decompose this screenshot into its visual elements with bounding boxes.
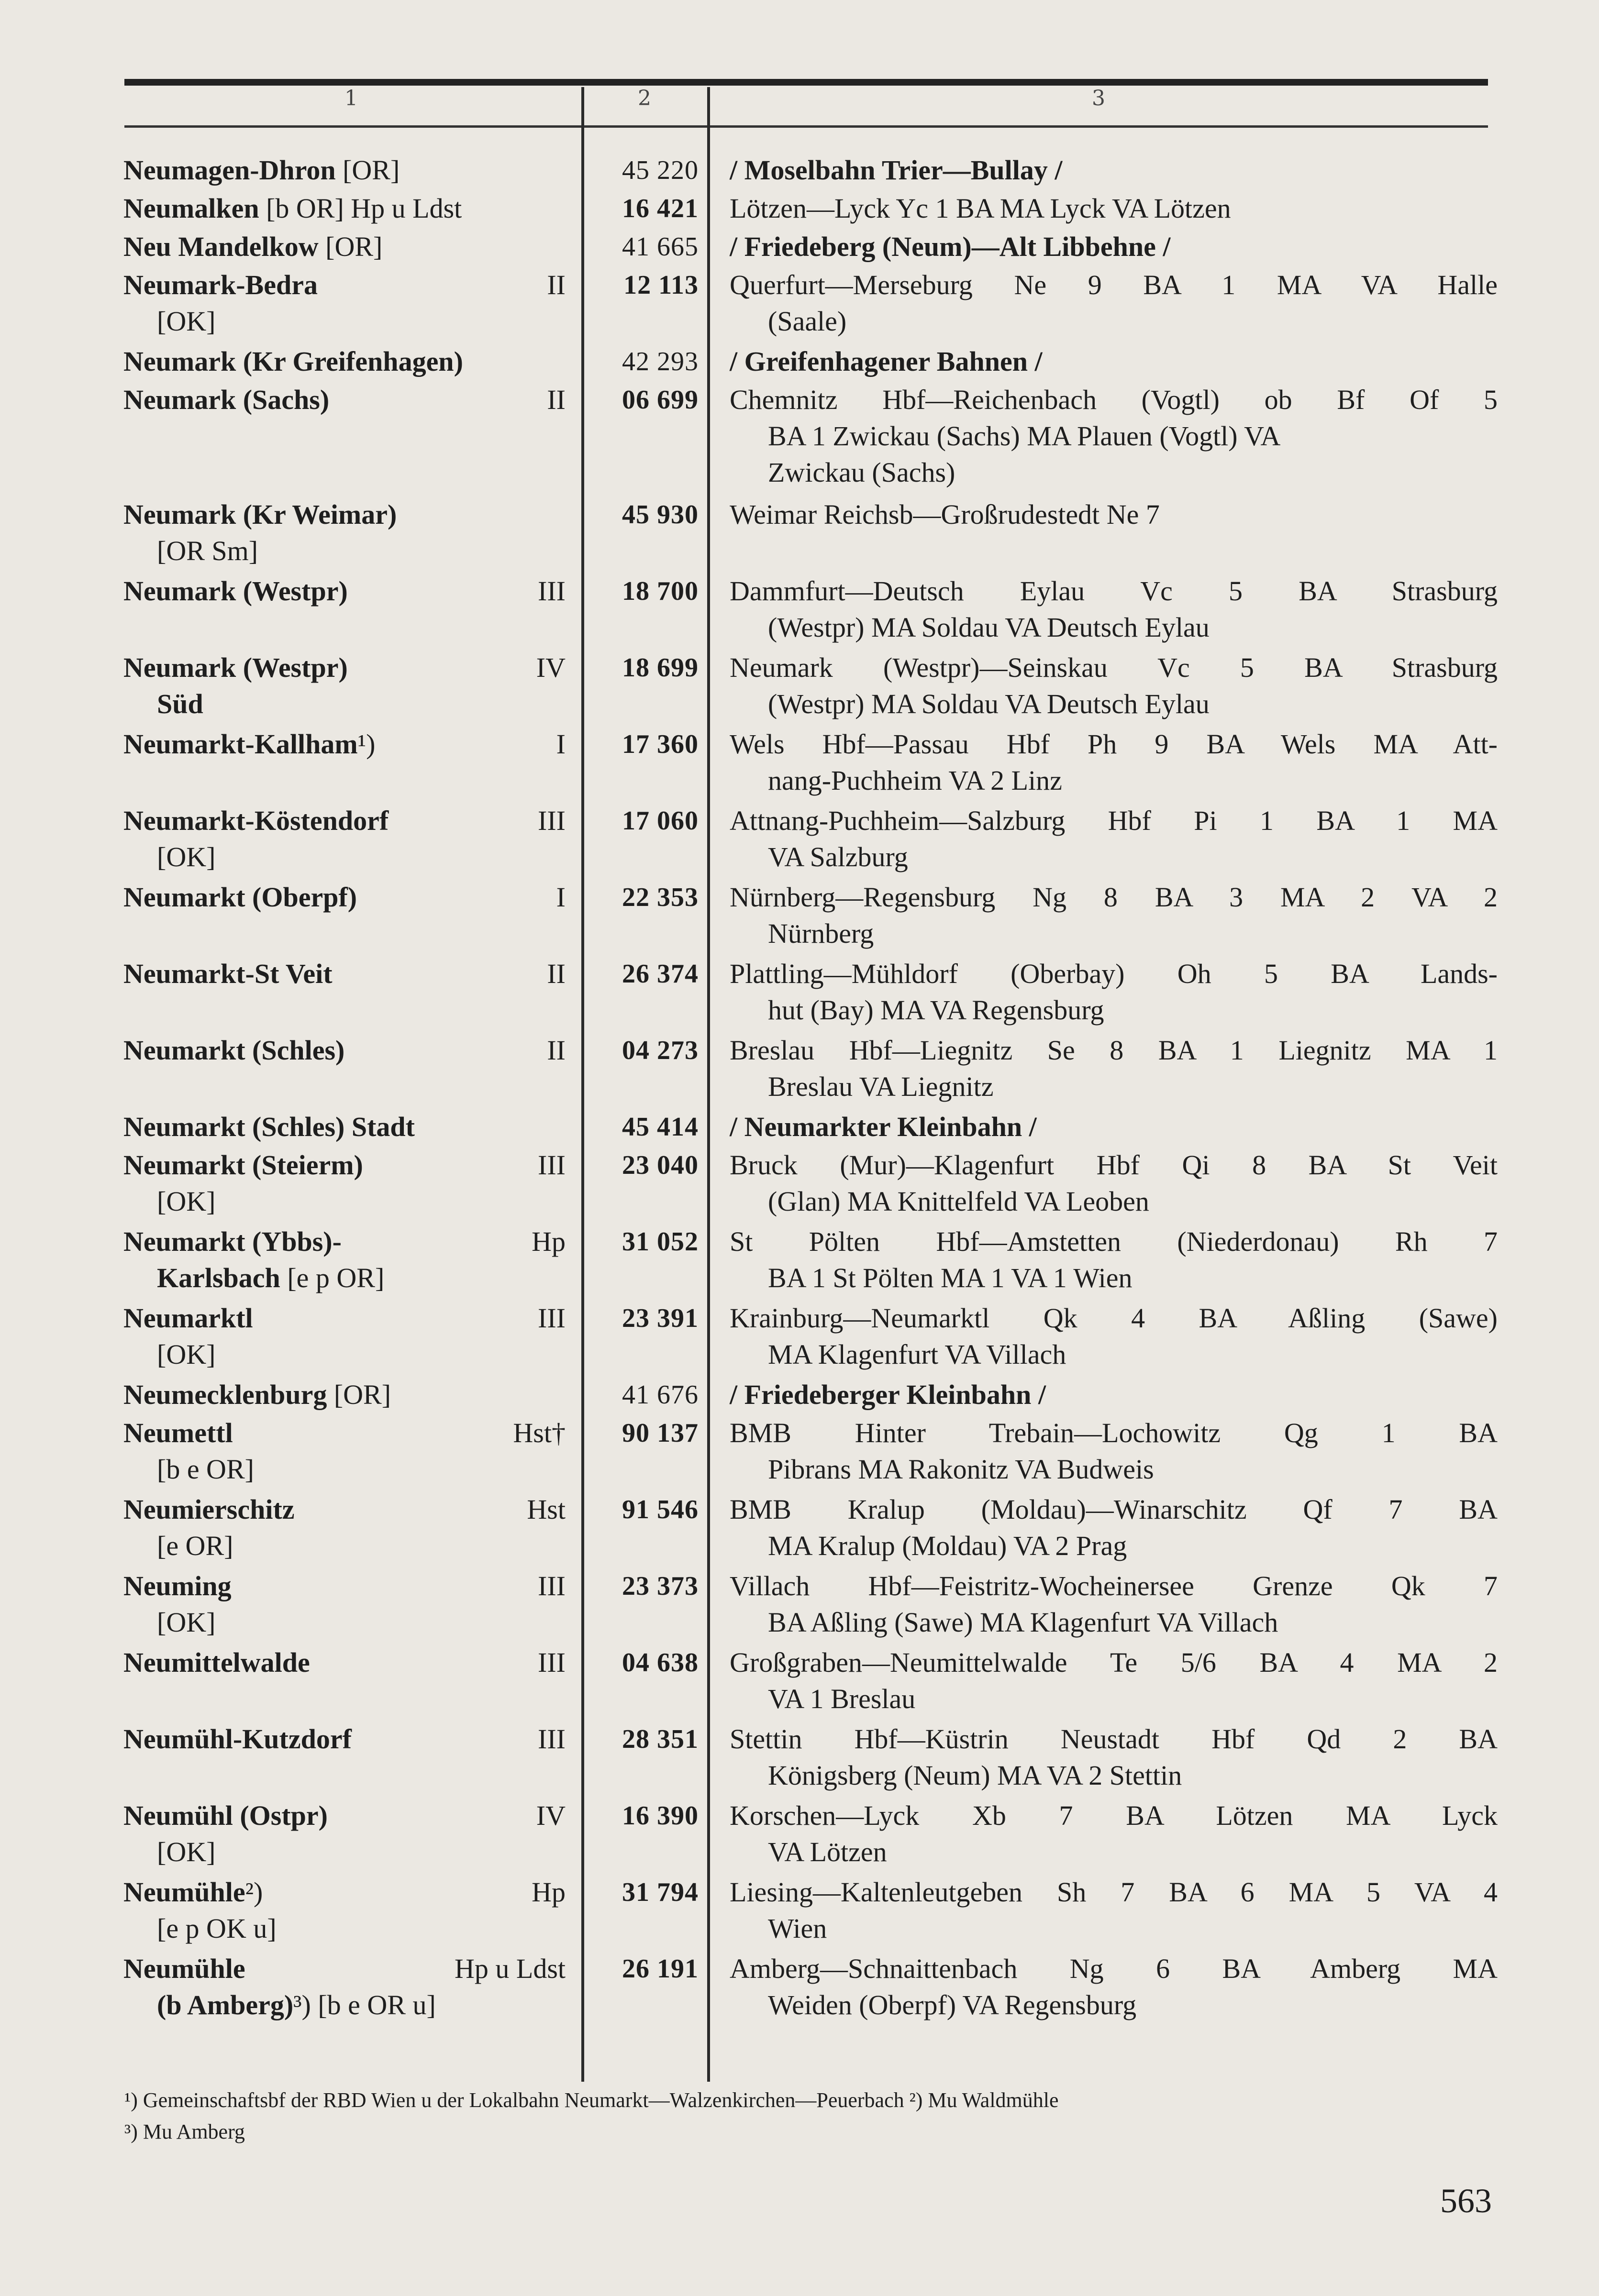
station-name: Neumarkt (Oberpf): [123, 882, 357, 913]
station-class: IV: [536, 1800, 566, 1831]
station-qualifier: ²): [245, 1877, 263, 1908]
station-name-line2: [OK]: [157, 1836, 216, 1867]
station-number: 45 220: [622, 155, 699, 185]
route-line-1: Dammfurt—Deutsch Eylau Vc 5 BA Strasburg: [730, 575, 1498, 607]
station-name: Neumalken: [123, 193, 259, 224]
station-name-continued: [123, 1910, 544, 1947]
route-description: [730, 1300, 1498, 1373]
station-name: Neumark (Kr Greifenhagen): [123, 346, 463, 377]
station-class: IV: [536, 652, 566, 683]
station-number: 45 930: [622, 500, 699, 530]
station-name-line2: [e p OK u]: [157, 1913, 277, 1944]
route-line-1: St Pölten Hbf—Amstetten (Niederdonau) Rh 7: [730, 1226, 1498, 1257]
route-line-1: / Greifenhagener Bahnen /: [730, 346, 1043, 377]
station-name-continued: [123, 1336, 544, 1373]
station-name-continued: [123, 303, 544, 340]
station-name-continued: [123, 1260, 544, 1296]
station-cell: [123, 1568, 544, 1641]
column-divider-1: [581, 87, 584, 2082]
station-class: II: [547, 269, 566, 300]
route-line-2: Breslau VA Liegnitz: [768, 1071, 994, 1102]
station-cell: [123, 1415, 544, 1488]
station-class: Hp: [532, 1877, 566, 1908]
station-number: 04 273: [622, 1036, 699, 1065]
route-description: [730, 726, 1498, 799]
station-class: II: [547, 384, 566, 415]
station-number: 41 665: [622, 232, 699, 262]
route-description: [730, 382, 1498, 491]
page-number: 563: [1440, 2182, 1492, 2220]
route-description: [730, 1109, 1498, 1145]
station-cell: [123, 1721, 544, 1757]
station-class: Hst: [527, 1494, 566, 1525]
station-class: II: [547, 958, 566, 989]
route-line-2: MA Klagenfurt VA Villach: [768, 1339, 1066, 1370]
station-number: 23 391: [622, 1303, 699, 1333]
station-name-continued: [123, 1528, 544, 1564]
route-line-1: Korschen—Lyck Xb 7 BA Lötzen MA Lyck: [730, 1800, 1498, 1831]
route-description: [730, 650, 1498, 722]
station-number: 18 700: [622, 576, 699, 606]
route-line-1: Krainburg—Neumarktl Qk 4 BA Aßling (Sawe): [730, 1303, 1498, 1334]
station-name: Neu Mandelkow: [123, 231, 319, 262]
station-class: III: [538, 1570, 566, 1601]
station-cell: [123, 956, 544, 992]
route-description: [730, 267, 1498, 340]
route-line-1: Weimar Reichsb—Großrudestedt Ne 7: [730, 499, 1160, 530]
station-number: 91 546: [622, 1495, 699, 1524]
route-line-2: Königsberg (Neum) MA VA 2 Stettin: [768, 1760, 1182, 1791]
route-line-2: MA Kralup (Moldau) VA 2 Prag: [768, 1530, 1127, 1561]
station-number: 17 060: [622, 806, 699, 836]
station-class: Hp: [532, 1226, 566, 1257]
route-description: [730, 1224, 1498, 1296]
station-name: Neumarkt (Schles) Stadt: [123, 1111, 415, 1142]
station-name-line2: [OR Sm]: [157, 535, 258, 566]
route-line-2: hut (Bay) MA VA Regensburg: [768, 994, 1104, 1026]
station-cell: [123, 1645, 544, 1681]
route-line-1: Großgraben—Neumittelwalde Te 5/6 BA 4 MA 2: [730, 1647, 1498, 1678]
route-line-1: / Friedeberg (Neum)—Alt Libbehne /: [730, 231, 1171, 262]
route-line-1: BMB Kralup (Moldau)—Winarschitz Qf 7 BA: [730, 1494, 1498, 1525]
route-description: [730, 152, 1498, 188]
route-description: [730, 1147, 1498, 1220]
route-line-2: BA Aßling (Sawe) MA Klagenfurt VA Villach: [768, 1607, 1278, 1638]
station-name: Neumark-Bedra: [123, 269, 318, 300]
station-name-continued: [123, 1834, 544, 1870]
route-line-1: / Moselbahn Trier—Bullay /: [730, 155, 1063, 186]
station-class: I: [556, 729, 566, 760]
column-2-header: 2: [638, 86, 651, 110]
route-line-1: Bruck (Mur)—Klagenfurt Hbf Qi 8 BA St Veit: [730, 1149, 1498, 1181]
station-name: Neumarktl: [123, 1303, 253, 1334]
station-name: Neumittelwalde: [123, 1647, 310, 1678]
route-line-2: VA Salzburg: [768, 841, 908, 872]
station-name-line2: [b e OR]: [157, 1454, 254, 1485]
route-description: [730, 879, 1498, 952]
route-line-2: (Westpr) MA Soldau VA Deutsch Eylau: [768, 688, 1210, 719]
station-number: 16 421: [622, 194, 699, 223]
route-line-1: / Neumarkter Kleinbahn /: [730, 1111, 1037, 1142]
station-name: Neumarkt (Steierm): [123, 1149, 363, 1181]
station-cell: [123, 497, 544, 569]
route-line-1: Plattling—Mühldorf (Oberbay) Oh 5 BA Lands-: [730, 958, 1498, 989]
station-name: Neumark (Kr Weimar): [123, 499, 397, 530]
column-divider-2: [707, 87, 710, 2082]
route-description: [730, 1721, 1498, 1794]
station-class: Hp u Ldst: [455, 1953, 566, 1984]
footnote-1: ¹) Gemeinschaftsbf der RBD Wien u der Lokalbahn Neumarkt—Walzenkirchen—Peuerbach ²) Mu Waldmühle: [124, 2088, 1059, 2112]
station-class: III: [538, 1303, 566, 1334]
station-name-continued: [123, 1451, 544, 1488]
station-name: Neumarkt-Köstendorf: [123, 805, 389, 836]
station-cell: [123, 1109, 544, 1145]
route-line-2: VA 1 Breslau: [768, 1683, 916, 1714]
route-description: [730, 956, 1498, 1028]
station-name: Neuming: [123, 1570, 232, 1601]
station-name: Neumark (Sachs): [123, 384, 330, 415]
route-description: [730, 1568, 1498, 1641]
station-class: III: [538, 575, 566, 607]
route-description: [730, 229, 1498, 265]
route-line-2: Pibrans MA Rakonitz VA Budweis: [768, 1454, 1154, 1485]
station-name-continued: [123, 1183, 544, 1220]
station-name-continued: [123, 686, 544, 722]
route-line-2: BA 1 Zwickau (Sachs) MA Plauen (Vogtl) VA: [768, 420, 1281, 452]
station-qualifier: [OR]: [318, 231, 383, 262]
station-cell: [123, 1874, 544, 1947]
route-line-1: Liesing—Kaltenleutgeben Sh 7 BA 6 MA 5 VA 4: [730, 1877, 1498, 1908]
station-number: 45 414: [622, 1112, 699, 1142]
station-qualifier: [OR]: [335, 155, 400, 186]
route-description: [730, 1798, 1498, 1870]
route-line-3: Zwickau (Sachs): [768, 457, 955, 488]
route-description: [730, 1951, 1498, 2023]
header-underline: [124, 125, 1488, 128]
route-line-2: Nürnberg: [768, 918, 874, 949]
station-number: 16 390: [622, 1801, 699, 1831]
route-description: [730, 1377, 1498, 1413]
station-class: I: [556, 882, 566, 913]
station-name-line2: (b Amberg): [157, 1989, 294, 2020]
station-name-line2: [OK]: [157, 1339, 216, 1370]
station-cell: [123, 382, 544, 418]
route-line-1: Querfurt—Merseburg Ne 9 BA 1 MA VA Halle: [730, 269, 1498, 300]
station-number: 31 794: [622, 1877, 699, 1907]
station-name-line2: [e OR]: [157, 1530, 233, 1561]
station-name-line2: [OK]: [157, 1607, 216, 1638]
station-name: Neumarkt-Kallham: [123, 729, 358, 760]
station-cell: [123, 152, 544, 188]
route-line-1: Neumark (Westpr)—Seinskau Vc 5 BA Strasburg: [730, 652, 1498, 683]
station-cell: [123, 726, 544, 762]
station-name-continued: [123, 1604, 544, 1641]
station-qualifier: [OR]: [327, 1379, 391, 1410]
route-description: [730, 1645, 1498, 1717]
station-name: Neumierschitz: [123, 1494, 295, 1525]
station-cell: [123, 1224, 544, 1296]
station-name: Neumagen-Dhron: [123, 155, 336, 186]
station-class: II: [547, 1035, 566, 1066]
route-line-2: (Glan) MA Knittelfeld VA Leoben: [768, 1186, 1149, 1217]
station-name: Neumühle: [123, 1953, 245, 1984]
station-name-line2: [OK]: [157, 841, 216, 872]
route-line-2: VA Lötzen: [768, 1836, 887, 1867]
station-cell: [123, 343, 544, 380]
route-line-2: (Westpr) MA Soldau VA Deutsch Eylau: [768, 612, 1210, 643]
station-cell: [123, 1300, 544, 1373]
station-name-line2-suffix: ³) [b e OR u]: [293, 1989, 436, 2020]
route-line-2: Wien: [768, 1913, 827, 1944]
station-number: 41 676: [622, 1380, 699, 1410]
station-cell: [123, 1377, 544, 1413]
station-cell: [123, 1147, 544, 1220]
route-line-1: Lötzen—Lyck Yc 1 BA MA Lyck VA Lötzen: [730, 193, 1231, 224]
station-name: Neumarkt-St Veit: [123, 958, 333, 989]
station-number: 28 351: [622, 1724, 699, 1754]
station-name: Neumark (Westpr): [123, 575, 348, 607]
station-cell: [123, 1798, 544, 1870]
route-description: [730, 573, 1498, 646]
station-cell: [123, 1491, 544, 1564]
station-number: 23 373: [622, 1571, 699, 1601]
station-name-line2: Süd: [157, 688, 203, 719]
route-line-2: nang-Puchheim VA 2 Linz: [768, 765, 1062, 796]
station-name-line2: Karlsbach: [157, 1262, 280, 1293]
station-name: Neumühl-Kutzdorf: [123, 1723, 352, 1755]
station-name-continued: [123, 1987, 544, 2023]
route-description: [730, 1874, 1498, 1947]
station-cell: [123, 190, 544, 227]
route-description: [730, 1032, 1498, 1105]
station-number: 42 293: [622, 347, 699, 376]
station-number: 12 113: [623, 270, 699, 300]
station-name: Neumettl: [123, 1417, 233, 1448]
station-name: Neumark (Westpr): [123, 652, 348, 683]
station-number: 26 374: [622, 959, 699, 989]
station-name: Neumarkt (Ybbs)-: [123, 1226, 342, 1257]
station-class: III: [538, 805, 566, 836]
station-cell: [123, 879, 544, 916]
station-name: Neumarkt (Schles): [123, 1035, 345, 1066]
station-class: III: [538, 1149, 566, 1181]
station-cell: [123, 803, 544, 875]
column-3-header: 3: [1092, 86, 1105, 110]
station-number: 90 137: [622, 1418, 699, 1448]
footnote-2: ³) Mu Amberg: [124, 2120, 245, 2143]
station-number: 06 699: [622, 385, 699, 415]
route-description: [730, 497, 1498, 533]
station-name-line2-suffix: [e p OR]: [280, 1262, 385, 1293]
station-number: 22 353: [622, 883, 699, 912]
station-cell: [123, 267, 544, 340]
route-line-1: Amberg—Schnaittenbach Ng 6 BA Amberg MA: [730, 1953, 1498, 1984]
station-number: 23 040: [622, 1150, 699, 1180]
route-line-1: Breslau Hbf—Liegnitz Se 8 BA 1 Liegnitz MA 1: [730, 1035, 1498, 1066]
route-line-1: Stettin Hbf—Küstrin Neustadt Hbf Qd 2 BA: [730, 1723, 1498, 1755]
station-cell: [123, 229, 544, 265]
route-line-1: Attnang-Puchheim—Salzburg Hbf Pi 1 BA 1 MA: [730, 805, 1498, 836]
route-description: [730, 1491, 1498, 1564]
route-line-1: Chemnitz Hbf—Reichenbach (Vogtl) ob Bf Of 5: [730, 384, 1498, 415]
header-rule: [124, 79, 1488, 86]
station-class: Hst†: [513, 1417, 566, 1448]
station-name-continued: [123, 839, 544, 875]
station-cell: [123, 573, 544, 609]
route-line-1: Nürnberg—Regensburg Ng 8 BA 3 MA 2 VA 2: [730, 882, 1498, 913]
station-name-line2: [OK]: [157, 1186, 216, 1217]
station-name: Neumecklenburg: [123, 1379, 327, 1410]
station-cell: [123, 650, 544, 722]
station-number: 04 638: [622, 1648, 699, 1678]
route-line-1: / Friedeberger Kleinbahn /: [730, 1379, 1046, 1410]
route-line-1: Wels Hbf—Passau Hbf Ph 9 BA Wels MA Att-: [730, 729, 1498, 760]
route-description: [730, 803, 1498, 875]
column-1-header: 1: [344, 86, 358, 110]
station-number: 17 360: [622, 729, 699, 759]
station-number: 26 191: [622, 1954, 699, 1984]
route-line-2: BA 1 St Pölten MA 1 VA 1 Wien: [768, 1262, 1133, 1293]
route-line-1: BMB Hinter Trebain—Lochowitz Qg 1 BA: [730, 1417, 1498, 1448]
station-number: 31 052: [622, 1227, 699, 1257]
route-line-2: Weiden (Oberpf) VA Regensburg: [768, 1989, 1137, 2020]
station-name-line2: [OK]: [157, 306, 216, 337]
route-line-2: (Saale): [768, 306, 847, 337]
route-line-1: Villach Hbf—Feistritz-Wocheinersee Grenze Qk 7: [730, 1570, 1498, 1601]
route-description: [730, 1415, 1498, 1488]
station-name-continued: [123, 533, 544, 569]
station-class: III: [538, 1647, 566, 1678]
station-name: Neumühle: [123, 1877, 245, 1908]
route-description: [730, 190, 1498, 227]
station-qualifier: ¹): [357, 729, 376, 760]
station-class: III: [538, 1723, 566, 1755]
station-cell: [123, 1032, 544, 1069]
station-number: 18 699: [622, 653, 699, 683]
route-description: [730, 343, 1498, 380]
station-name: Neumühl (Ostpr): [123, 1800, 328, 1831]
station-qualifier: [b OR] Hp u Ldst: [259, 193, 462, 224]
